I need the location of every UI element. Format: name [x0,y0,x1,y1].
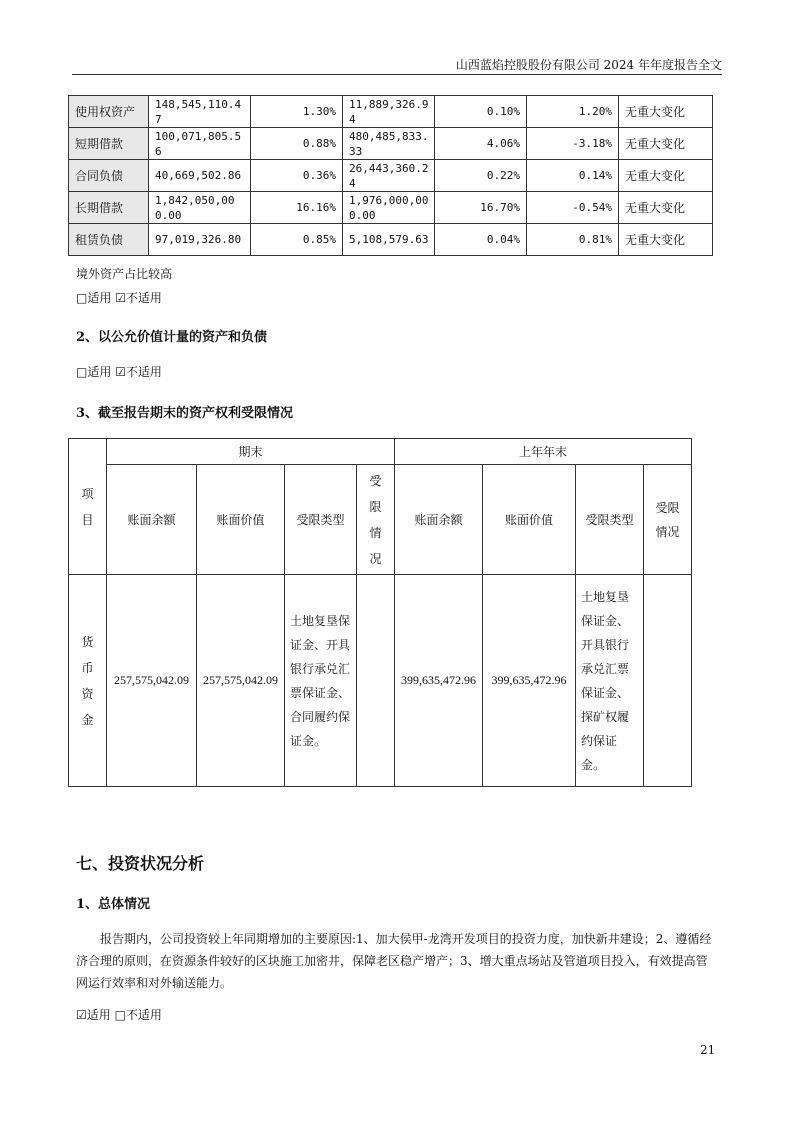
prev-restrict-type: 土地复垦保证金、开具银行承兑汇票保证金、探矿权履约保证金。 [576,575,644,787]
overseas-label: 境外资产占比较高 [76,267,173,281]
item-header: 项目 [69,439,107,575]
change-note: 无重大变化 [619,160,713,192]
cur-ratio: 16.16% [251,192,343,224]
page-number: 21 [700,1043,716,1057]
prev-ratio: 0.22% [435,160,527,192]
ratio-change: -0.54% [527,192,619,224]
row-label-cash: 货币资金 [69,575,107,787]
end-book-balance-header: 账面余额 [107,465,197,575]
prev-amount: 11,889,326.94 [343,96,435,128]
prev-ratio: 4.06% [435,128,527,160]
ratio-change: -3.18% [527,128,619,160]
change-note: 无重大变化 [619,96,713,128]
cur-amount: 97,019,326.80 [149,224,251,256]
not-applicable-checkbox: □不适用 [114,1008,162,1022]
table-row [69,224,713,256]
overseas-applicability [76,289,162,306]
row-label: 使用权资产 [69,96,149,128]
change-note: 无重大变化 [619,224,713,256]
prev-ratio: 0.10% [435,96,527,128]
not-applicable-checkbox: ☑不适用 [115,291,162,305]
investment-paragraph: 报告期内，公司投资较上年同期增加的主要原因:1、加大侯甲-龙湾开发项目的投资力度，加快新井建设；2、遵循经济合理的原则，在资源条件较好的区块施工加密井，保障老区稳产增产；3、增大重点场站及管道项目投入，有效提高管网运行效率和对外输送能力。 [76,932,712,990]
header-rule [72,74,722,75]
table-row [69,128,713,160]
period-end-header: 期末 [107,439,395,465]
section7-title: 七、投资状况分析 [76,854,205,873]
end-restrict-type: 土地复垦保证金、开具银行承兑汇票保证金、合同履约保证金。 [285,575,357,787]
cur-ratio: 0.88% [251,128,343,160]
table-row [69,96,713,128]
row-label: 短期借款 [69,128,149,160]
applicable-checkbox: □适用 [76,291,112,305]
prev-book-balance-header: 账面余额 [395,465,483,575]
prev-amount: 480,485,833.33 [343,128,435,160]
end-book-value: 257,575,042.09 [197,575,285,787]
end-book-balance: 257,575,042.09 [107,575,197,787]
end-book-value-header: 账面价值 [197,465,285,575]
cur-amount: 148,545,110.47 [149,96,251,128]
prev-book-value: 399,635,472.96 [483,575,576,787]
table-row [69,575,692,787]
row-label: 长期借款 [69,192,149,224]
applicable-checkbox: □适用 [76,365,112,379]
assets-liabilities-table [68,95,713,256]
change-note: 无重大变化 [619,128,713,160]
row-label: 租赁负债 [69,224,149,256]
section3-title: 3、截至报告期末的资产权利受限情况 [76,406,294,421]
ratio-change: 0.81% [527,224,619,256]
ratio-change: 0.14% [527,160,619,192]
prev-amount: 5,108,579.63 [343,224,435,256]
cur-ratio: 1.30% [251,96,343,128]
prev-book-balance: 399,635,472.96 [395,575,483,787]
section7-sub1-title: 1、总体情况 [76,897,151,912]
end-restrict-status-header: 受限情况 [357,465,395,575]
prev-restrict-status-header: 受限情况 [644,465,692,575]
prev-amount: 26,443,360.24 [343,160,435,192]
table-row [69,192,713,224]
table-row [69,160,713,192]
change-note: 无重大变化 [619,192,713,224]
cur-amount: 40,669,502.86 [149,160,251,192]
prev-book-value-header: 账面价值 [483,465,576,575]
prev-ratio: 16.70% [435,192,527,224]
section7-applicability [76,1006,162,1023]
prev-restrict-type-header: 受限类型 [576,465,644,575]
prev-amount: 1,976,000,000.00 [343,192,435,224]
ratio-change: 1.20% [527,96,619,128]
page-header: 山西蓝焰控股股份有限公司 2024 年年度报告全文 [455,58,722,72]
prev-year-end-header: 上年年末 [395,439,692,465]
end-restrict-type-header: 受限类型 [285,465,357,575]
cur-ratio: 0.36% [251,160,343,192]
cur-amount: 100,071,805.56 [149,128,251,160]
end-restrict-status [357,575,395,787]
cur-ratio: 0.85% [251,224,343,256]
not-applicable-checkbox: ☑不适用 [115,365,162,379]
prev-ratio: 0.04% [435,224,527,256]
applicable-checkbox: ☑适用 [76,1008,111,1022]
section2-applicability [76,363,162,380]
section2-title: 2、以公允价值计量的资产和负债 [76,330,268,345]
row-label: 合同负债 [69,160,149,192]
restricted-assets-table [68,438,692,787]
prev-restrict-status [644,575,692,787]
cur-amount: 1,842,050,000.00 [149,192,251,224]
